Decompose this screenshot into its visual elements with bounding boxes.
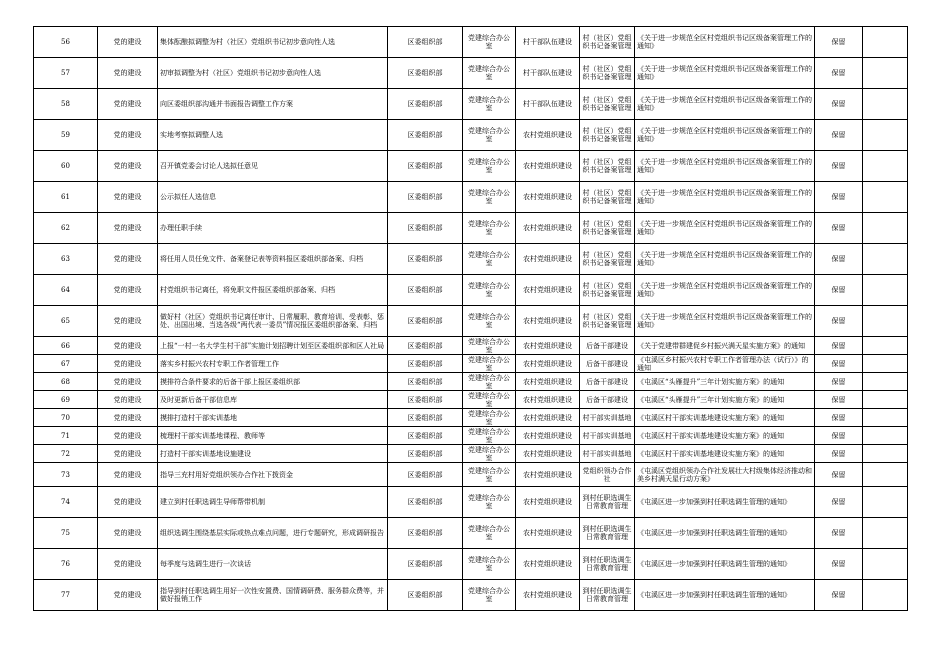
task-cell: 建立到村任职选调生导师帮带机制 [158,487,388,518]
status-cell: 保留 [815,355,863,373]
remark-cell [863,487,908,518]
sub-item-cell: 到村任职选调生日常教育管理 [580,518,635,549]
status-cell: 保留 [815,463,863,487]
sub-item-cell: 到村任职选调生日常教育管理 [580,549,635,580]
sub-item-cell: 后备干部建设 [580,337,635,355]
table-row [34,27,908,58]
department-cell: 区委组织部 [388,89,463,120]
row-number-cell: 68 [34,373,98,391]
table-row [34,463,908,487]
basis-cell: 《屯溪区进一步加强到村任职选调生管理的通知》 [635,549,815,580]
row-number-cell: 66 [34,337,98,355]
row-number-cell: 59 [34,120,98,151]
table-row [34,409,908,427]
status-cell: 保留 [815,182,863,213]
category-cell: 党的建设 [98,463,158,487]
sub-item-cell: 村干部实训基地 [580,409,635,427]
task-cell: 打造村干部实训基地设施建设 [158,445,388,463]
office-cell: 党建综合办公室 [463,487,516,518]
basis-cell: 《关于进一步规范全区村党组织书记区级备案管理工作的通知》 [635,58,815,89]
remark-cell [863,213,908,244]
category-cell: 党的建设 [98,337,158,355]
work-group-cell: 农村党组织建设 [516,427,580,445]
work-group-cell: 村干部队伍建设 [516,58,580,89]
remark-cell [863,355,908,373]
remark-cell [863,244,908,275]
status-cell: 保留 [815,391,863,409]
row-number-cell: 72 [34,445,98,463]
status-cell: 保留 [815,445,863,463]
basis-cell: 《屯溪区党组织领办合作社发展壮大村级集体经济推动和美乡村满天星行动方案》 [635,463,815,487]
work-group-cell: 农村党组织建设 [516,275,580,306]
remark-cell [863,27,908,58]
category-cell: 党的建设 [98,427,158,445]
work-group-cell: 农村党组织建设 [516,120,580,151]
office-cell: 党建综合办公室 [463,213,516,244]
row-number-cell: 60 [34,151,98,182]
category-cell: 党的建设 [98,89,158,120]
row-number-cell: 64 [34,275,98,306]
category-cell: 党的建设 [98,373,158,391]
category-cell: 党的建设 [98,580,158,611]
category-cell: 党的建设 [98,391,158,409]
table-row [34,373,908,391]
category-cell: 党的建设 [98,306,158,337]
work-group-cell: 农村党组织建设 [516,337,580,355]
sub-item-cell: 村干部实训基地 [580,427,635,445]
category-cell: 党的建设 [98,27,158,58]
office-cell: 党建综合办公室 [463,355,516,373]
work-group-cell: 农村党组织建设 [516,487,580,518]
sub-item-cell: 党组织领办合作社 [580,463,635,487]
remark-cell [863,580,908,611]
row-number-cell: 63 [34,244,98,275]
basis-cell: 《屯溪区进一步加强到村任职选调生管理的通知》 [635,580,815,611]
table-row [34,244,908,275]
table-row [34,355,908,373]
work-group-cell: 农村党组织建设 [516,445,580,463]
sub-item-cell: 村（社区）党组织书记备案管理 [580,27,635,58]
basis-cell: 《关于党建带群建促乡村振兴满天星实施方案》的通知 [635,337,815,355]
task-cell: 每季度与选调生进行一次谈话 [158,549,388,580]
work-group-cell: 农村党组织建设 [516,549,580,580]
sub-item-cell: 村（社区）党组织书记备案管理 [580,182,635,213]
sub-item-cell: 村（社区）党组织书记备案管理 [580,58,635,89]
row-number-cell: 61 [34,182,98,213]
status-cell: 保留 [815,337,863,355]
department-cell: 区委组织部 [388,27,463,58]
basis-cell: 《关于进一步规范全区村党组织书记区级备案管理工作的通知》 [635,213,815,244]
work-group-cell: 农村党组织建设 [516,244,580,275]
task-cell: 向区委组织部沟通并书面报告调整工作方案 [158,89,388,120]
office-cell: 党建综合办公室 [463,58,516,89]
department-cell: 区委组织部 [388,391,463,409]
basis-cell: 《屯溪区乡村振兴农村专职工作者管理办法（试行）》的通知 [635,355,815,373]
basis-cell: 《关于进一步规范全区村党组织书记区级备案管理工作的通知》 [635,89,815,120]
department-cell: 区委组织部 [388,487,463,518]
remark-cell [863,445,908,463]
status-cell: 保留 [815,409,863,427]
office-cell: 党建综合办公室 [463,463,516,487]
office-cell: 党建综合办公室 [463,409,516,427]
office-cell: 党建综合办公室 [463,244,516,275]
row-number-cell: 67 [34,355,98,373]
row-number-cell: 71 [34,427,98,445]
remark-cell [863,518,908,549]
work-group-cell: 农村党组织建设 [516,409,580,427]
table-row [34,151,908,182]
basis-cell: 《关于进一步规范全区村党组织书记区级备案管理工作的通知》 [635,151,815,182]
department-cell: 区委组织部 [388,244,463,275]
status-cell: 保留 [815,487,863,518]
remark-cell [863,427,908,445]
work-group-cell: 农村党组织建设 [516,182,580,213]
work-group-cell: 农村党组织建设 [516,151,580,182]
category-cell: 党的建设 [98,182,158,213]
task-cell: 实地考察拟调整人选 [158,120,388,151]
sub-item-cell: 村（社区）党组织书记备案管理 [580,275,635,306]
table-row [34,337,908,355]
sub-item-cell: 后备干部建设 [580,355,635,373]
sub-item-cell: 村（社区）党组织书记备案管理 [580,213,635,244]
work-group-cell: 村干部队伍建设 [516,27,580,58]
table-row [34,580,908,611]
remark-cell [863,306,908,337]
task-cell: 指导到村任职选调生用好一次性安置费、国情调研费、服务群众费等，并做好报销工作 [158,580,388,611]
row-number-cell: 76 [34,549,98,580]
office-cell: 党建综合办公室 [463,27,516,58]
table-row [34,427,908,445]
table-row [34,58,908,89]
task-cell: 摸排打造村干部实训基地 [158,409,388,427]
table-row [34,518,908,549]
remark-cell [863,182,908,213]
table-row [34,391,908,409]
remark-cell [863,391,908,409]
remark-cell [863,89,908,120]
task-cell: 及时更新后备干部信息库 [158,391,388,409]
table-row [34,275,908,306]
table-row [34,182,908,213]
row-number-cell: 57 [34,58,98,89]
status-cell: 保留 [815,518,863,549]
basis-cell: 《屯溪区村干部实训基地建设实施方案》的通知 [635,409,815,427]
task-cell: 指导三充村用好党组织领办合作社下拨资金 [158,463,388,487]
basis-cell: 《屯溪区进一步加强到村任职选调生管理的通知》 [635,518,815,549]
category-cell: 党的建设 [98,518,158,549]
sub-item-cell: 村（社区）党组织书记备案管理 [580,244,635,275]
department-cell: 区委组织部 [388,409,463,427]
work-group-cell: 农村党组织建设 [516,463,580,487]
task-cell: 初审拟调整为村（社区）党组织书记初步意向性人选 [158,58,388,89]
status-cell: 保留 [815,89,863,120]
task-cell: 落实乡村振兴农村专职工作者管理工作 [158,355,388,373]
sub-item-cell: 村（社区）党组织书记备案管理 [580,151,635,182]
department-cell: 区委组织部 [388,275,463,306]
sub-item-cell: 村（社区）党组织书记备案管理 [580,89,635,120]
category-cell: 党的建设 [98,275,158,306]
remark-cell [863,275,908,306]
table-row [34,213,908,244]
work-group-cell: 村干部队伍建设 [516,89,580,120]
basis-cell: 《关于进一步规范全区村党组织书记区级备案管理工作的通知》 [635,275,815,306]
category-cell: 党的建设 [98,120,158,151]
row-number-cell: 74 [34,487,98,518]
status-cell: 保留 [815,58,863,89]
basis-cell: 《屯溪区“头雁提升”三年计划实施方案》的通知 [635,391,815,409]
sub-item-cell: 后备干部建设 [580,391,635,409]
table-row [34,120,908,151]
basis-cell: 《关于进一步规范全区村党组织书记区级备案管理工作的通知》 [635,182,815,213]
department-cell: 区委组织部 [388,306,463,337]
row-number-cell: 62 [34,213,98,244]
status-cell: 保留 [815,244,863,275]
remark-cell [863,337,908,355]
status-cell: 保留 [815,306,863,337]
basis-cell: 《屯溪区村干部实训基地建设实施方案》的通知 [635,427,815,445]
category-cell: 党的建设 [98,445,158,463]
remark-cell [863,58,908,89]
department-cell: 区委组织部 [388,463,463,487]
department-cell: 区委组织部 [388,518,463,549]
status-cell: 保留 [815,27,863,58]
task-cell: 梳理村干部实训基地课程、教师等 [158,427,388,445]
row-number-cell: 73 [34,463,98,487]
status-cell: 保留 [815,120,863,151]
table-row [34,89,908,120]
table-row [34,487,908,518]
basis-cell: 《关于进一步规范全区村党组织书记区级备案管理工作的通知》 [635,120,815,151]
category-cell: 党的建设 [98,213,158,244]
office-cell: 党建综合办公室 [463,391,516,409]
work-group-cell: 农村党组织建设 [516,518,580,549]
sub-item-cell: 到村任职选调生日常教育管理 [580,580,635,611]
sub-item-cell: 村干部实训基地 [580,445,635,463]
row-number-cell: 77 [34,580,98,611]
table-row [34,445,908,463]
status-cell: 保留 [815,275,863,306]
department-cell: 区委组织部 [388,580,463,611]
category-cell: 党的建设 [98,549,158,580]
status-cell: 保留 [815,151,863,182]
department-cell: 区委组织部 [388,58,463,89]
work-group-cell: 农村党组织建设 [516,213,580,244]
remark-cell [863,549,908,580]
department-cell: 区委组织部 [388,549,463,580]
remark-cell [863,120,908,151]
office-cell: 党建综合办公室 [463,182,516,213]
work-group-cell: 农村党组织建设 [516,580,580,611]
department-cell: 区委组织部 [388,151,463,182]
remark-cell [863,151,908,182]
status-cell: 保留 [815,373,863,391]
office-cell: 党建综合办公室 [463,120,516,151]
task-cell: 集体酝酿拟调整为村（社区）党组织书记初步意向性人选 [158,27,388,58]
row-number-cell: 58 [34,89,98,120]
office-cell: 党建综合办公室 [463,373,516,391]
department-cell: 区委组织部 [388,337,463,355]
status-cell: 保留 [815,213,863,244]
office-cell: 党建综合办公室 [463,89,516,120]
office-cell: 党建综合办公室 [463,518,516,549]
category-cell: 党的建设 [98,487,158,518]
table-row [34,306,908,337]
office-cell: 党建综合办公室 [463,275,516,306]
office-cell: 党建综合办公室 [463,151,516,182]
task-cell: 将任用人员任免文件、备案登记表等资料报区委组织部备案、归档 [158,244,388,275]
office-cell: 党建综合办公室 [463,306,516,337]
department-cell: 区委组织部 [388,182,463,213]
task-cell: 做好村（社区）党组织书记离任审计、日常履职、教育培训、受表彰、惩处、出国出境、当选各级“两代表一委员”情况报区委组织部备案、归档 [158,306,388,337]
office-cell: 党建综合办公室 [463,337,516,355]
department-cell: 区委组织部 [388,213,463,244]
task-cell: 村党组织书记离任，将免职文件报区委组织部备案、归档 [158,275,388,306]
work-group-cell: 农村党组织建设 [516,355,580,373]
work-group-cell: 农村党组织建设 [516,306,580,337]
duty-list-table [33,26,908,611]
basis-cell: 《关于进一步规范全区村党组织书记区级备案管理工作的通知》 [635,306,815,337]
task-cell: 组织选调生围绕基层实际或热点难点问题，进行专题研究，形成调研报告 [158,518,388,549]
remark-cell [863,373,908,391]
remark-cell [863,409,908,427]
task-cell: 上报“一村一名大学生村干部”实施计划招聘计划至区委组织部和区人社局 [158,337,388,355]
row-number-cell: 75 [34,518,98,549]
remark-cell [863,463,908,487]
office-cell: 党建综合办公室 [463,427,516,445]
work-group-cell: 农村党组织建设 [516,373,580,391]
task-cell: 公示拟任人选信息 [158,182,388,213]
sub-item-cell: 后备干部建设 [580,373,635,391]
table-row [34,549,908,580]
status-cell: 保留 [815,580,863,611]
row-number-cell: 69 [34,391,98,409]
task-cell: 办理任职手续 [158,213,388,244]
category-cell: 党的建设 [98,355,158,373]
basis-cell: 《关于进一步规范全区村党组织书记区级备案管理工作的通知》 [635,27,815,58]
category-cell: 党的建设 [98,244,158,275]
sub-item-cell: 村（社区）党组织书记备案管理 [580,306,635,337]
office-cell: 党建综合办公室 [463,580,516,611]
basis-cell: 《屯溪区进一步加强到村任职选调生管理的通知》 [635,487,815,518]
status-cell: 保留 [815,549,863,580]
category-cell: 党的建设 [98,58,158,89]
status-cell: 保留 [815,427,863,445]
department-cell: 区委组织部 [388,373,463,391]
basis-cell: 《关于进一步规范全区村党组织书记区级备案管理工作的通知》 [635,244,815,275]
row-number-cell: 65 [34,306,98,337]
sub-item-cell: 到村任职选调生日常教育管理 [580,487,635,518]
work-group-cell: 农村党组织建设 [516,391,580,409]
category-cell: 党的建设 [98,409,158,427]
department-cell: 区委组织部 [388,445,463,463]
row-number-cell: 56 [34,27,98,58]
basis-cell: 《屯溪区“头雁提升”三年计划实施方案》的通知 [635,373,815,391]
sub-item-cell: 村（社区）党组织书记备案管理 [580,120,635,151]
task-cell: 摸排符合条件要求的后备干部上报区委组织部 [158,373,388,391]
row-number-cell: 70 [34,409,98,427]
office-cell: 党建综合办公室 [463,549,516,580]
category-cell: 党的建设 [98,151,158,182]
office-cell: 党建综合办公室 [463,445,516,463]
task-cell: 召开镇党委会讨论人选拟任意见 [158,151,388,182]
department-cell: 区委组织部 [388,120,463,151]
department-cell: 区委组织部 [388,355,463,373]
department-cell: 区委组织部 [388,427,463,445]
basis-cell: 《屯溪区村干部实训基地建设实施方案》的通知 [635,445,815,463]
